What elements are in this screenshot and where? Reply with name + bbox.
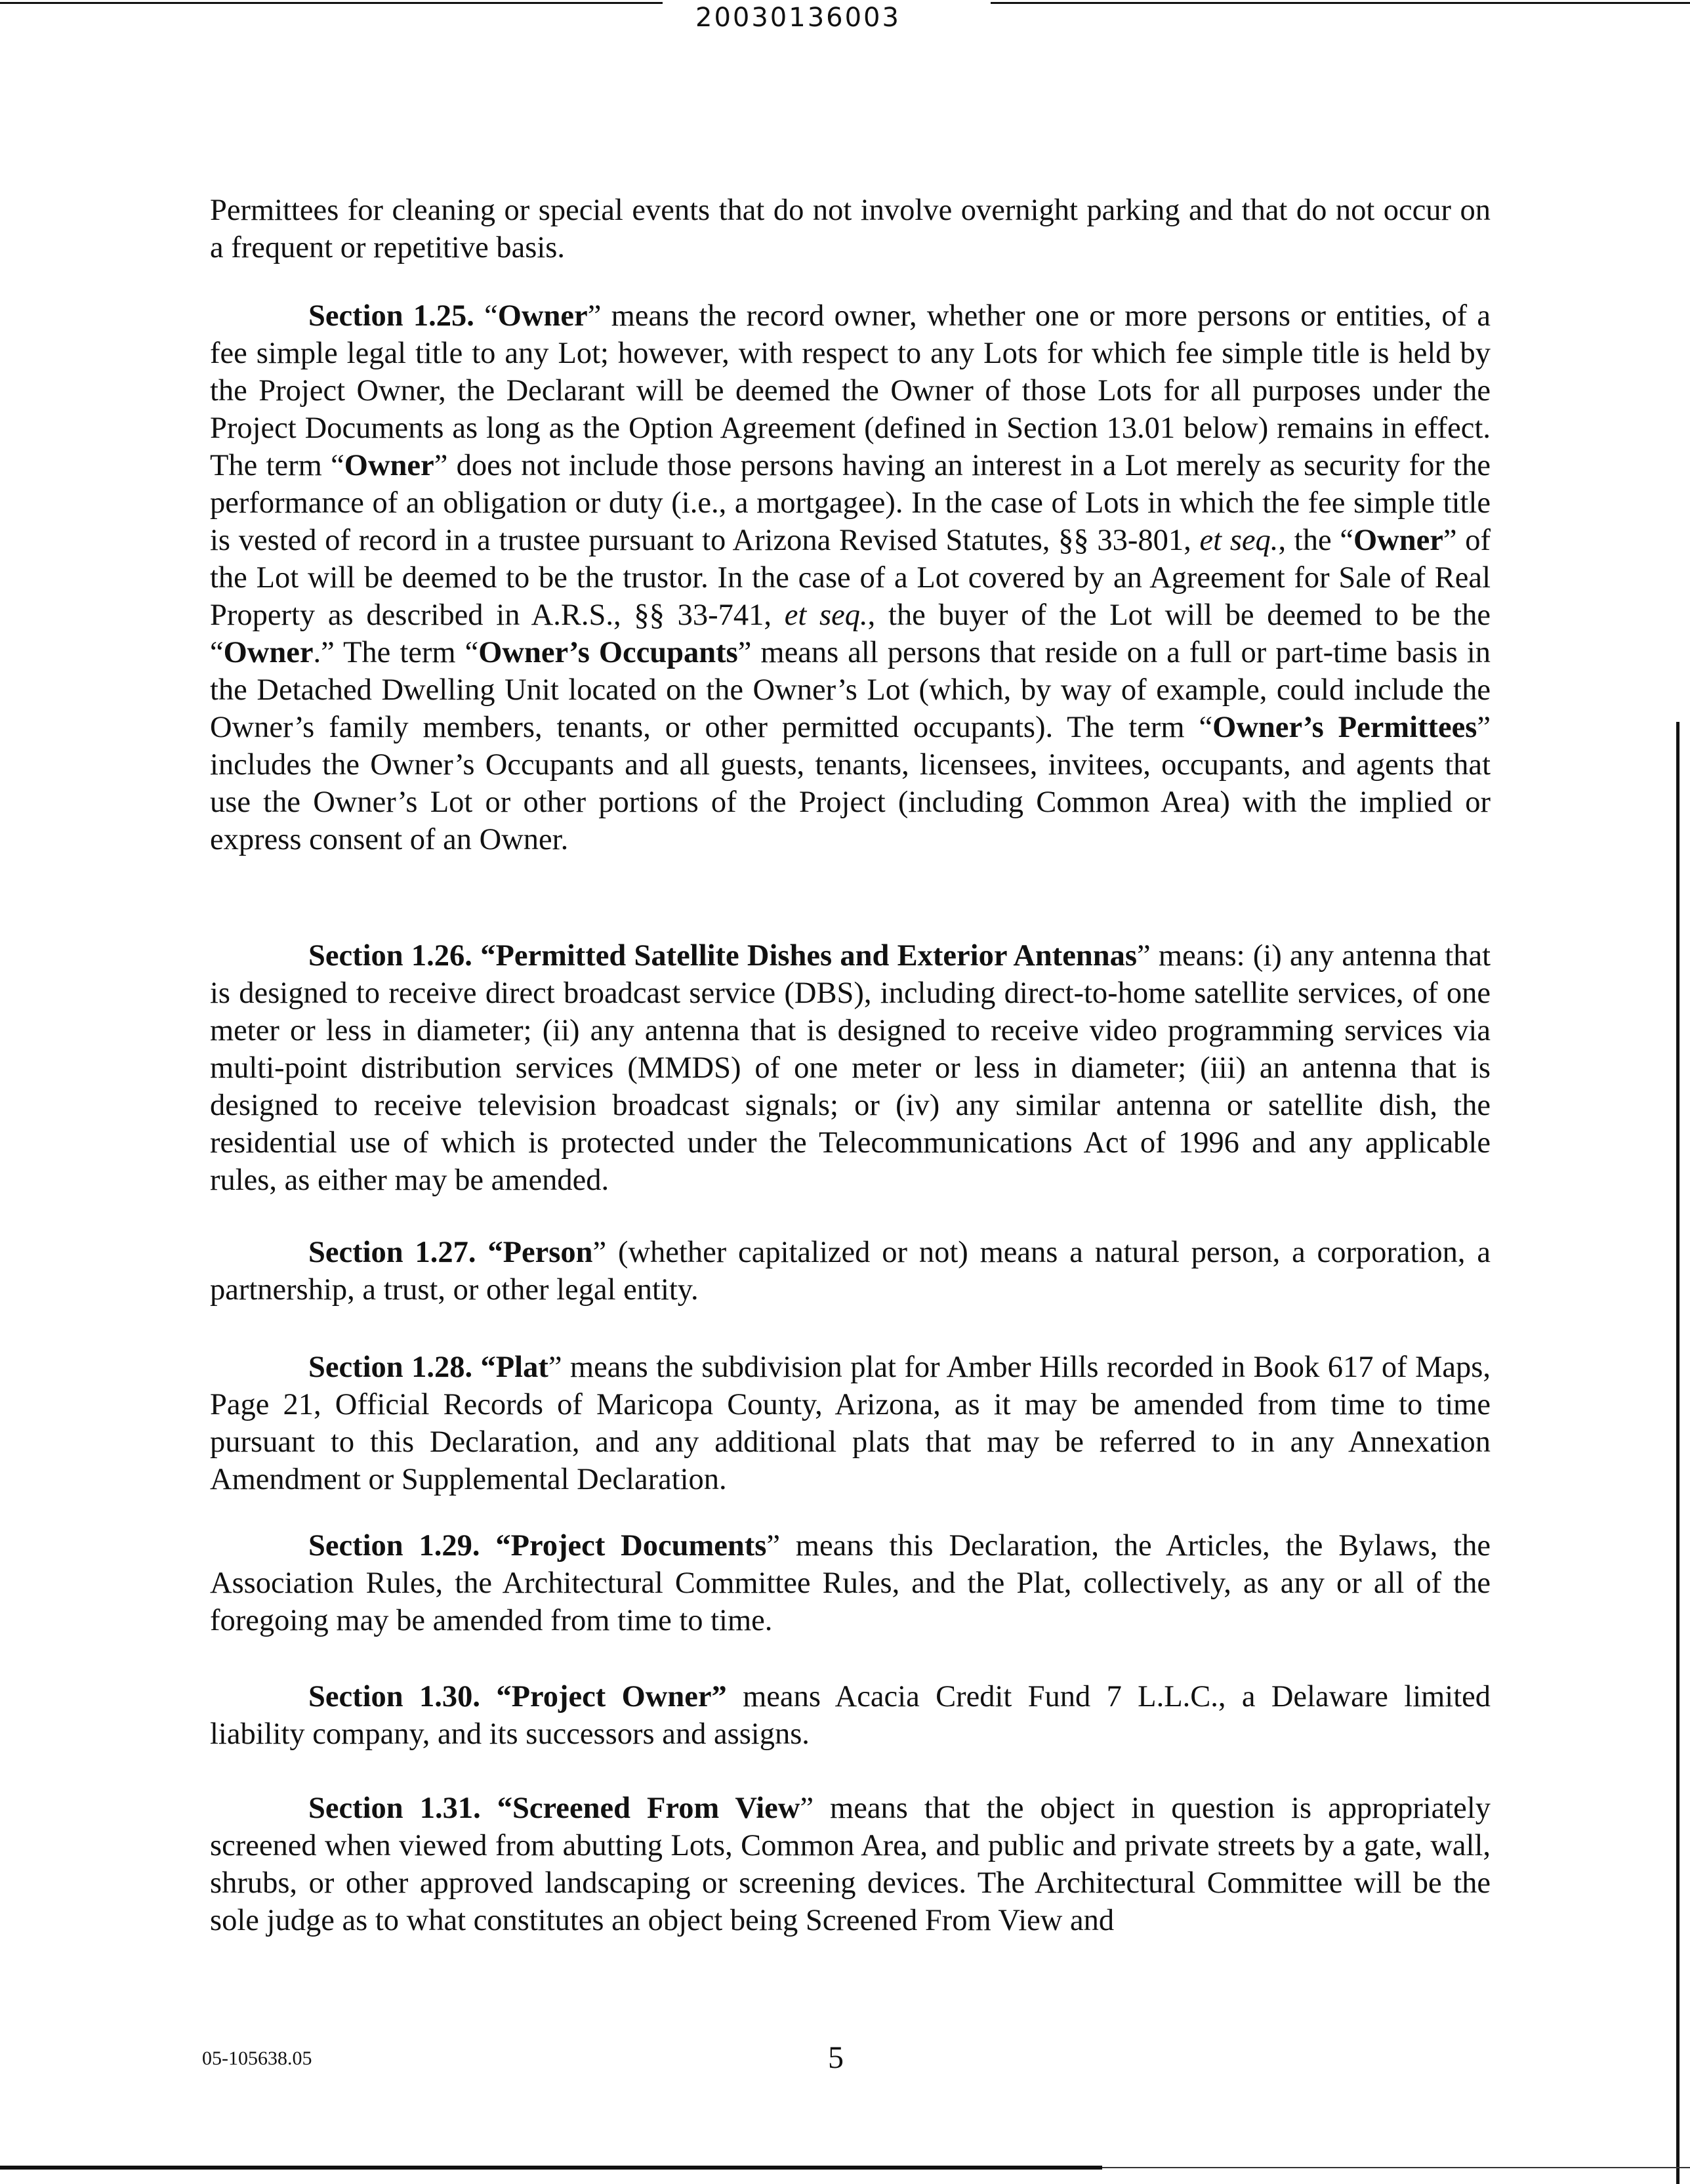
- defined-term: “Plat: [480, 1351, 548, 1384]
- defined-term: “Project Owner”: [496, 1680, 727, 1713]
- defined-term: “Permitted Satellite Dishes and Exterior Antennas: [480, 939, 1137, 973]
- defined-term: Owner: [223, 636, 314, 669]
- section-paragraph: Section 1.28. “Plat” means the subdivision plat for Amber Hills recorded in Book 617 of Maps, Page 21, Official Records of Maricopa County, Arizona, as it may be amended from time to time pursuant to this Declaration, and any additional plats that may be referred to in any Annexation Amendment or Supplemental Declaration.: [210, 1351, 1491, 1496]
- defined-term: Owner’s Occupants: [478, 636, 738, 669]
- scan-top-rule-left: [0, 2, 663, 4]
- section-number: Section 1.27.: [308, 1236, 476, 1269]
- section-1-27: [210, 1234, 1491, 1309]
- section-number: Section 1.29.: [308, 1529, 480, 1563]
- scan-bottom-rule: [1102, 2167, 1690, 2168]
- section-paragraph: Section 1.26. “Permitted Satellite Dishes and Exterior Antennas” means: (i) any antenna that is designed to receive direct broadcast service (DBS), including direct-to-home satellite services, of one meter or less in diameter; (ii) any antenna that is designed to receive video programming services via multi-point distribution services (MMDS) of one meter or less in diameter; (iii) an antenna that is designed to receive television broadcast signals; or (iv) any similar antenna or satellite dish, the residential use of which is protected under the Telecommunications Act of 1996 and any applicable rules, as either may be amended.: [210, 939, 1491, 1197]
- document-code: 05-105638.05: [202, 2048, 312, 2069]
- section-1-26: [210, 937, 1491, 1199]
- defined-term: Owner: [497, 299, 588, 333]
- section-paragraph: Section 1.29. “Project Documents” means this Declaration, the Articles, the Bylaws, the Association Rules, the Architectural Committee Rules, and the Plat, collectively, as any or all of the foregoing may be amended from time to time.: [210, 1529, 1491, 1637]
- section-paragraph: Section 1.25. “Owner” means the record owner, whether one or more persons or entities, of a fee simple legal title to any Lot; however, with respect to any Lots for which fee simple title is held by the Project Owner, the Declarant will be deemed the Owner of those Lots for all purposes under the Project Documents as long as the Option Agreement (defined in Section 13.01 below) remains in effect. The term “Owner” does not include those persons having an interest in a Lot merely as security for the performance of an obligation or duty (i.e., a mortgagee). In the case of Lots in which the fee simple title is vested of record in a trustee pursuant to Arizona Revised Statutes, §§ 33-801, et seq., the “Owner” of the Lot will be deemed to be the trustor. In the case of a Lot covered by an Agreement for Sale of Real Property as described in A.R.S., §§ 33-741, et seq., the buyer of the Lot will be deemed to be the “Owner.” The term “Owner’s Occupants” means all persons that reside on a full or part-time basis in the Detached Dwelling Unit located on the Owner’s Lot (which, by way of example, could include the Owner’s family members, tenants, or other permitted occupants). The term “Owner’s Permittees” includes the Owner’s Occupants and all guests, tenants, licensees, invitees, occupants, and agents that use the Owner’s Lot or other portions of the Project (including Common Area) with the implied or express consent of an Owner.: [210, 299, 1491, 856]
- defined-term: “Screened From View: [497, 1792, 800, 1825]
- section-number: Section 1.28.: [308, 1351, 473, 1384]
- defined-term: “Project Documents: [495, 1529, 767, 1563]
- defined-term: Owner’s Permittees: [1212, 711, 1477, 744]
- scan-right-edge: [1676, 722, 1680, 2184]
- section-paragraph: Section 1.30. “Project Owner” means Acacia Credit Fund 7 L.L.C., a Delaware limited liability company, and its successors and assigns.: [210, 1680, 1491, 1751]
- recording-number: 20030136003: [695, 3, 901, 33]
- page-number: 5: [828, 2040, 844, 2075]
- defined-term: “Person: [487, 1236, 593, 1269]
- section-1-30: [210, 1678, 1491, 1753]
- defined-term: Owner: [1353, 524, 1443, 557]
- section-number: Section 1.25.: [308, 299, 474, 333]
- section-paragraph: Section 1.31. “Screened From View” means that the object in question is appropriately screened when viewed from abutting Lots, Common Area, and public and private streets by a gate, wall, shrubs, or other approved landscaping or screening devices. The Architectural Committee will be the sole judge as to what constitutes an object being Screened From View and: [210, 1792, 1491, 1937]
- section-number: Section 1.30.: [308, 1680, 480, 1713]
- paragraph-continuation: [210, 192, 1491, 266]
- scan-bottom-edge: [0, 2166, 1102, 2170]
- section-paragraph: Section 1.27. “Person” (whether capitalized or not) means a natural person, a corporation, a partnership, a trust, or other legal entity.: [210, 1236, 1491, 1307]
- defined-term: Owner: [344, 449, 434, 482]
- paragraph-text: Permittees for cleaning or special events that do not involve overnight parking and that do not occur on a frequent or repetitive basis.: [210, 194, 1491, 264]
- section-1-25: [210, 297, 1491, 858]
- section-number: Section 1.31.: [308, 1792, 481, 1825]
- section-1-28: [210, 1349, 1491, 1498]
- section-number: Section 1.26.: [308, 939, 472, 973]
- section-1-31: [210, 1790, 1491, 1939]
- scan-top-rule-right: [991, 2, 1690, 4]
- section-1-29: [210, 1527, 1491, 1639]
